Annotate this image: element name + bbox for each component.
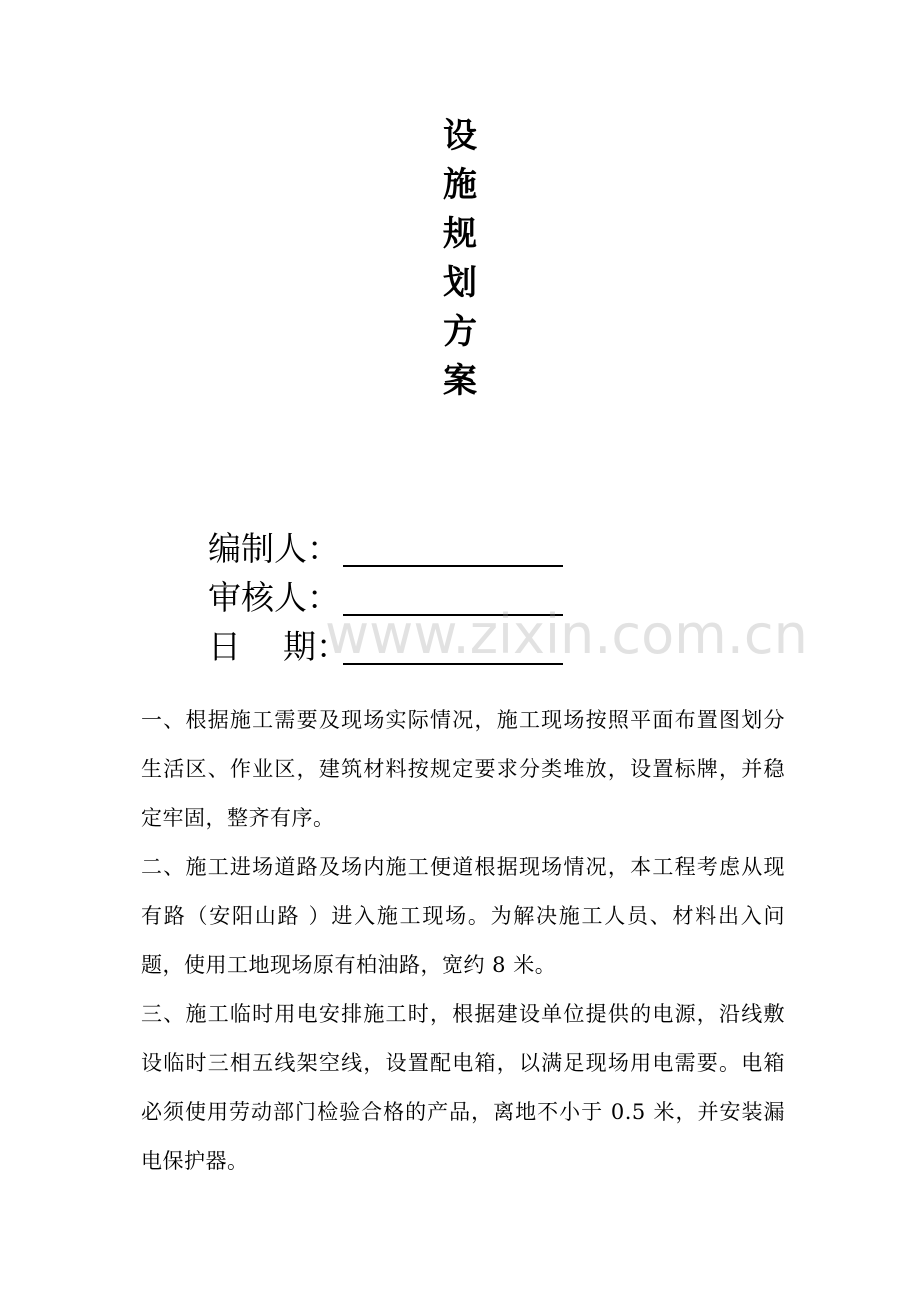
title-char: 规 bbox=[443, 214, 477, 254]
document-body bbox=[141, 696, 785, 1186]
paragraph-site-layout: 一、根据施工需要及现场实际情况，施工现场按照平面布置图划分生活区、作业区，建筑材料按规定要求分类堆放，设置标牌，并稳定牢固，整齐有序。 bbox=[141, 708, 785, 830]
compiler-label: 编制人： bbox=[208, 529, 340, 568]
title-char: 设 bbox=[443, 116, 477, 156]
document-title bbox=[430, 112, 490, 406]
title-char: 划 bbox=[443, 263, 477, 303]
reviewer-label: 审核人： bbox=[208, 578, 340, 617]
signature-row-compiler bbox=[208, 522, 563, 571]
date-label: 日 期： bbox=[208, 627, 349, 666]
paragraph-temporary-power: 三、施工临时用电安排施工时，根据建设单位提供的电源，沿线敷设临时三相五线架空线，设置配电箱，以满足现场用电需要。电箱必须使用劳动部门检验合格的产品，离地不小于 0.5 米，并安装漏电保护器。 bbox=[141, 1002, 785, 1173]
paragraph-access-road: 二、施工进场道路及场内施工便道根据现场情况，本工程考虑从现有路（安阳山路 ）进入施工现场。为解决施工人员、材料出入问题，使用工地现场原有柏油路，宽约 8 米。 bbox=[141, 855, 785, 977]
title-char: 方 bbox=[443, 312, 477, 352]
compiler-signature-line bbox=[343, 565, 563, 567]
title-char: 案 bbox=[443, 361, 477, 401]
signature-row-date bbox=[208, 620, 563, 669]
reviewer-signature-line bbox=[343, 614, 563, 616]
signature-block bbox=[208, 522, 563, 669]
date-signature-line bbox=[343, 663, 563, 665]
watermark: www.zixin.com.cn bbox=[325, 603, 808, 666]
title-char: 施 bbox=[443, 165, 477, 205]
signature-row-reviewer bbox=[208, 571, 563, 620]
